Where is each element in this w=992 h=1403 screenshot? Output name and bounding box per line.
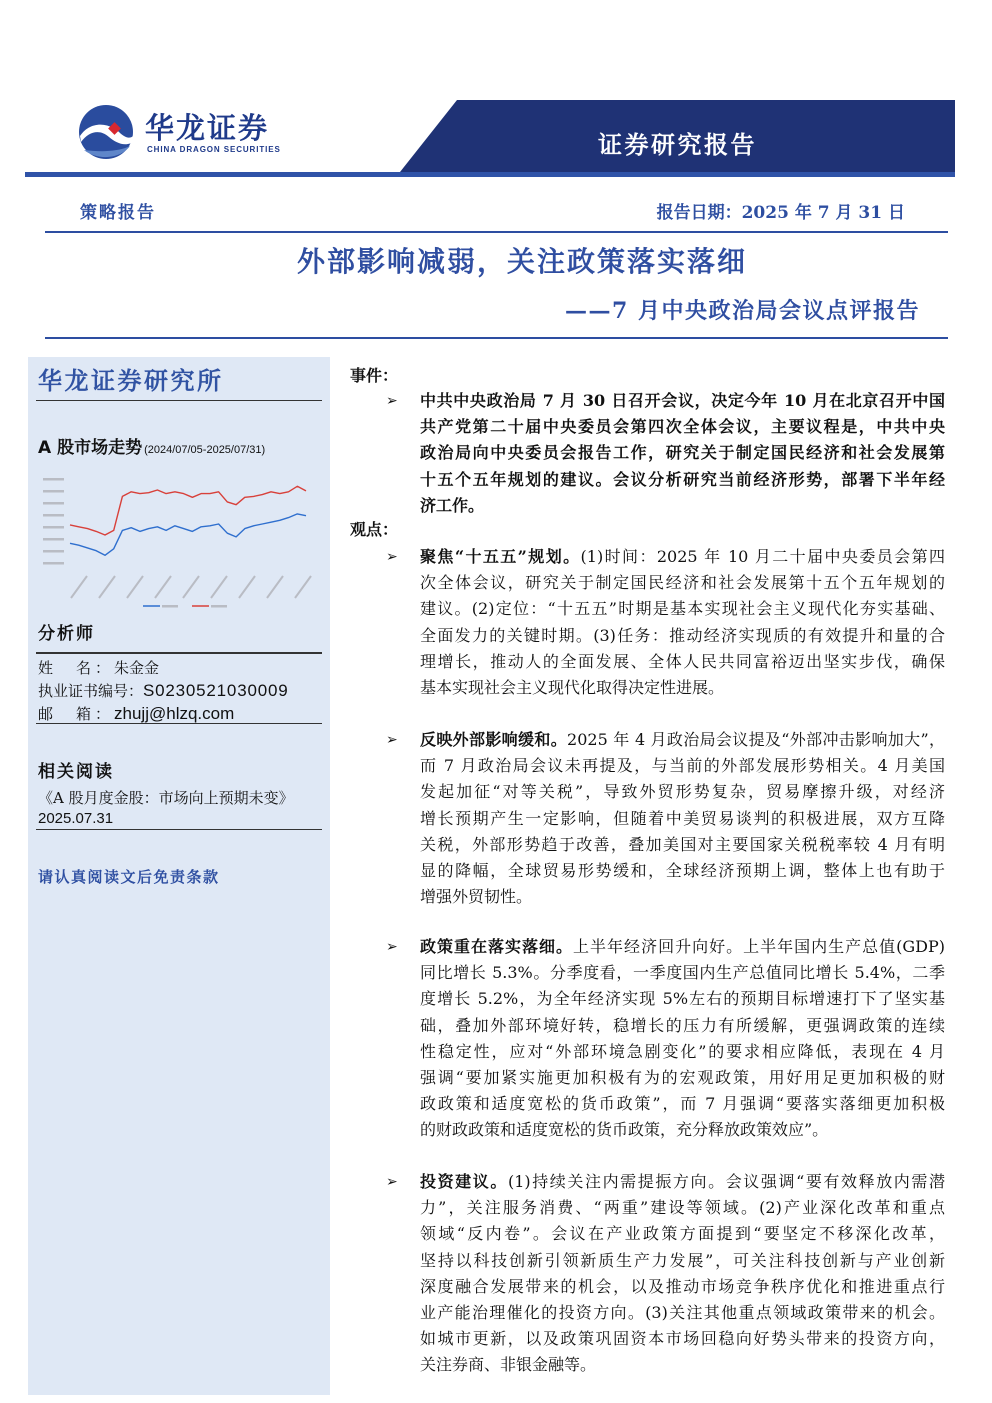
viewpoint-lead: 投资建议。 (420, 1172, 508, 1191)
arrowhead-bullet-icon: ➢ (386, 1174, 398, 1190)
paragraph-line: 性稳定性，应对“外部环境急剧变化”的要求相应降低，表现在 4 月 (420, 1041, 945, 1061)
report-subtitle: ——7 月中央政治局会议点评报告 (565, 298, 920, 324)
series-line-2 (70, 486, 306, 535)
company-logo-name: 华龙证券 (145, 111, 270, 145)
field-value: S0230521030009 (143, 681, 289, 700)
paragraph-line (420, 727, 945, 753)
paragraph-line: 共产党第二十届中央委员会第四次全体会议，主要议程是，中共中央 (420, 417, 945, 437)
y-tick-label (43, 478, 64, 481)
paragraph-line: 十五个五年规划的建议。会议分析研究当前经济形势，部署下半年经 (420, 469, 945, 489)
viewpoint-text: (1)持续关注内需提振方向。会议强调“要有效释放内需潜 (507, 1172, 945, 1191)
field-label: 邮 箱： (38, 705, 115, 723)
report-date: 报告日期：2025 年 7 月 31 日 (656, 203, 905, 223)
viewpoint-text: (1)时间：2025 年 10 月二十届中央委员会第四 (580, 547, 945, 566)
field-value: 朱金金 (114, 659, 160, 677)
y-tick-label (43, 526, 64, 529)
related-reading-heading: 相关阅读 (38, 762, 114, 782)
paragraph-line: 而 7 月政治局会议未再提及，与当前的外部发展形势相关。4 月美国 (420, 756, 945, 776)
paragraph-line: 同比增长 5.3%。分季度看，一季度国内生产总值同比增长 5.4%，二季 (420, 963, 945, 983)
arrowhead-bullet-icon: ➢ (386, 732, 398, 748)
paragraph-line: 全面发力的关键时期。(3)任务：推动经济实现质的有效提升和量的合 (420, 625, 945, 645)
viewpoint-lead: 政策重在落实落细。 (420, 937, 574, 956)
analyst-heading: 分析师 (38, 624, 95, 644)
x-tick-label (99, 576, 115, 598)
y-tick-label (43, 502, 64, 505)
divider (45, 231, 948, 233)
paragraph-line: 显的降幅，全球贸易形势缓和，全球经济预期上调，整体上也有助于 (420, 860, 945, 880)
viewpoint-text: 2025 年 4 月政治局会议提及“外部冲击影响加大”， (567, 730, 945, 749)
y-tick-label (43, 514, 64, 517)
arrowhead-bullet-icon: ➢ (386, 549, 398, 565)
paragraph-line: 业产能治理催化的投资方向。(3)关注其他重点领域政策带来的机会。 (420, 1302, 945, 1322)
viewpoint-lead: 反映外部影响缓和。 (420, 730, 568, 749)
viewpoint-paragraph (420, 934, 945, 1144)
viewpoint-paragraph (420, 1169, 945, 1379)
divider (36, 652, 322, 654)
related-reading-title: 《A 股月度金股：市场向上预期未变》 (38, 789, 294, 807)
event-heading: 事件： (350, 366, 399, 385)
paragraph-line: 政政策和适度宽松的货币政策”，而 7 月强调“要落实落细更加积极 (420, 1094, 945, 1114)
paragraph-line: 次全体会议，研究关于制定国民经济和社会发展第十五个五年规划的 (420, 573, 945, 593)
chart-title: A 股市场走势 (38, 438, 143, 458)
paragraph-line: 坚持以科技创新引领新质生产力发展”，可关注科技创新与产业创新 (420, 1250, 945, 1270)
analyst-name (38, 658, 159, 678)
viewpoint-paragraph (420, 544, 945, 701)
paragraph-line: 发起加征“对等关税”，导致外贸形势复杂，贸易摩擦升级，对经济 (420, 782, 945, 802)
paragraph-line: 政治局向中央委员会报告工作，研究关于制定国民经济和社会发展第 (420, 443, 945, 463)
analyst-email (38, 704, 234, 724)
x-tick-label (211, 576, 227, 598)
paragraph-line: 领域“反内卷”。会议在产业政策方面提到“要坚定不移深化改革， (420, 1224, 945, 1244)
paragraph-line (420, 1169, 945, 1195)
event-paragraph (420, 388, 945, 519)
legend-label-2 (211, 605, 227, 608)
paragraph-line: 基本实现社会主义现代化取得决定性进展。 (420, 677, 725, 697)
x-tick-label (239, 576, 255, 598)
x-tick-label (267, 576, 283, 598)
company-logo-english: CHINA DRAGON SECURITIES (147, 145, 281, 154)
divider (36, 829, 322, 830)
legend-label-1 (162, 605, 178, 608)
paragraph-line: 如城市更新，以及政策巩固资本市场回稳向好势头带来的投资方向， (420, 1329, 945, 1349)
field-label: 姓 名： (38, 659, 115, 677)
y-tick-label (43, 550, 64, 553)
x-tick-label (71, 576, 87, 598)
report-category: 策略报告 (80, 203, 156, 223)
divider (36, 400, 322, 401)
y-tick-label (43, 562, 64, 565)
market-trend-chart (40, 470, 315, 615)
header-underline (25, 172, 955, 177)
field-value: zhujj@hlzq.com (114, 704, 235, 723)
paragraph-line (420, 934, 945, 960)
paragraph-line: 力”，关注服务消费、“两重”建设等领域。(2)产业深化改革和重点 (420, 1198, 945, 1218)
paragraph-line: 济工作。 (420, 495, 485, 515)
divider (36, 723, 322, 724)
y-tick-label (43, 538, 64, 541)
y-tick-label (43, 490, 64, 493)
market-chart-heading (38, 438, 265, 460)
paragraph-line: 增强外贸韧性。 (420, 887, 533, 907)
paragraph-line: 强调“要加紧实施更加积极有为的宏观政策，用好用足更加积极的财 (420, 1067, 945, 1087)
company-logo-icon (79, 105, 133, 159)
paragraph-line: 础，叠加外部环境好转，稳增长的压力有所缓解，更强调政策的连续 (420, 1015, 945, 1035)
analyst-certificate (38, 681, 288, 701)
chart-period: (2024/07/05-2025/07/31) (144, 444, 266, 456)
paragraph-line: 建议。(2)定位：“十五五”时期是基本实现社会主义现代化夯实基础、 (420, 599, 945, 619)
x-tick-label (295, 576, 311, 598)
arrowhead-bullet-icon: ➢ (386, 939, 398, 955)
viewpoint-text: 上半年经济回升向好。上半年国内生产总值(GDP) (573, 937, 945, 956)
view-heading: 观点： (350, 520, 399, 539)
report-title: 外部影响减弱，关注政策落实落细 (297, 245, 748, 278)
paragraph-line: 的财政政策和适度宽松的货币政策，充分释放政策效应”。 (420, 1120, 829, 1140)
arrowhead-bullet-icon: ➢ (386, 393, 398, 409)
paragraph-line: 关注券商、非银金融等。 (420, 1355, 597, 1375)
viewpoint-paragraph (420, 727, 945, 910)
field-label: 执业证书编号： (38, 682, 144, 700)
divider (45, 337, 948, 339)
paragraph-line: 增长预期产生一定影响，但随着中美贸易谈判的积极进展，双方互降 (420, 808, 945, 828)
report-type-banner: 证券研究报告 (598, 130, 757, 159)
x-tick-label (183, 576, 199, 598)
paragraph-line (420, 544, 945, 570)
x-tick-label (155, 576, 171, 598)
related-reading-date: 2025.07.31 (38, 810, 114, 827)
x-tick-label (127, 576, 143, 598)
paragraph-line: 关税，外部形势趋于改善，叠加美国对主要国家关税税率较 4 月有明 (420, 834, 945, 854)
paragraph-line: 深度融合发展带来的机会，以及推动市场竞争秩序优化和推进重点行 (420, 1276, 945, 1296)
paragraph-line: 度增长 5.2%，为全年经济实现 5%左右的预期目标增速打下了坚实基 (420, 989, 945, 1009)
disclaimer-notice: 请认真阅读文后免责条款 (38, 868, 220, 886)
institute-name: 华龙证券研究所 (38, 367, 224, 395)
paragraph-line: 理增长，推动人的全面发展、全体人民共同富裕迈出坚实步伐，确保 (420, 651, 945, 671)
header-graphics (0, 0, 992, 190)
viewpoint-lead: 聚焦“十五五”规划。 (420, 547, 581, 566)
paragraph-line: 中共中央政治局 7 月 30 日召开会议，决定今年 10 月在北京召开中国 (420, 391, 945, 410)
